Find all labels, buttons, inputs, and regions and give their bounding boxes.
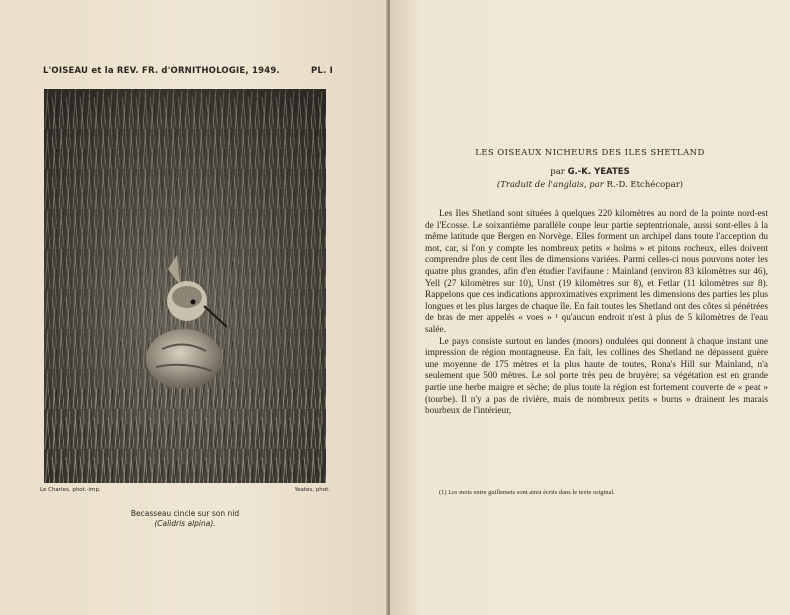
- paragraph: Le pays consiste surtout en landes (moors) ondulées qui donnent à chaque instant une impression de région montagneuse. En fait, les collines des Shetland ne dépassent guère une moyenne de 175 mètres et la plus haute de toutes, Rona's Hill sur Mainland, n'a seulement que 500 mètres. Le sol porte très peu de bruyère; sa végétation est en grande partie une herbe maigre et sèche; de plus toute la région est fortement couverte de « peat » (tourbe). Il n'y a pas de rivière, mais de nombreux petits « burns » drainent les marais bourbeux de l'intérieur,: [425, 336, 768, 417]
- photographer-credit: Yeates, phot.: [294, 487, 330, 493]
- translation-note: (Traduit de l'anglais, par: [496, 180, 604, 190]
- caption-scientific-name: (Calidris alpina).: [154, 519, 216, 528]
- author-name: G.-K. YEATES: [567, 167, 630, 177]
- bird-on-nest-image: [44, 89, 326, 483]
- bird-photo: [44, 89, 326, 483]
- article-author: [400, 167, 780, 177]
- photo-credits: [40, 487, 330, 493]
- footnote: (1) Les mots entre guillemets sont ainsi écrits dans le texte original.: [439, 489, 615, 496]
- article-body: [425, 209, 768, 418]
- plate-label: PL. I: [311, 66, 333, 76]
- article-title: LES OISEAUX NICHEURS DES ILES SHETLAND: [475, 148, 705, 158]
- author-prefix: par: [550, 167, 565, 177]
- translation-credit: [400, 180, 780, 190]
- page-header: [43, 66, 333, 76]
- paragraph: Les Iles Shetland sont situées à quelques 220 kilomètres au nord de la pointe nord-est de l'Ecosse. Le soixantième parallèle coupe leur partie septentrionale, aussi sont-elles à la même latitude que Bergen en Norvège. Elles forment un archipel dans toute l'acception du mot, car, si l'on y compte les nombreux petits « holms » et pitons rocheux, elles doivent comprendre plus de cent îles de dimensions variées. Parmi celles-ci nous pouvons noter les quatre plus grandes, afin d'en étudier l'avifaune : Mainland (environ 83 kilomètres sur 46), Yell (27 kilomètres sur 10), Unst (19 kilomètres sur 8), et Fetlar (11 kilomètres sur 8). Rappelons que ces indications approximatives expriment les dimensions des parties les plus longues et les plus larges de chaque île. En fait toutes les Shetland ont des côtes si pénétrées de bras de mer appelés « voes » ¹ qu'aucun endroit n'est à plus de 5 kilomètres de l'eau salée.: [425, 209, 768, 335]
- left-page: [0, 0, 388, 615]
- journal-title: L'OISEAU et la REV. FR. d'ORNITHOLOGIE, 1949.: [43, 66, 280, 76]
- translator-name: R.-D. Etchécopar): [606, 180, 684, 190]
- right-page: [390, 0, 790, 615]
- photo-caption: [40, 509, 330, 529]
- caption-common-name: Becasseau cincle sur son nid: [130, 509, 240, 518]
- printer-credit: Le Charles, phot.-imp.: [40, 487, 101, 493]
